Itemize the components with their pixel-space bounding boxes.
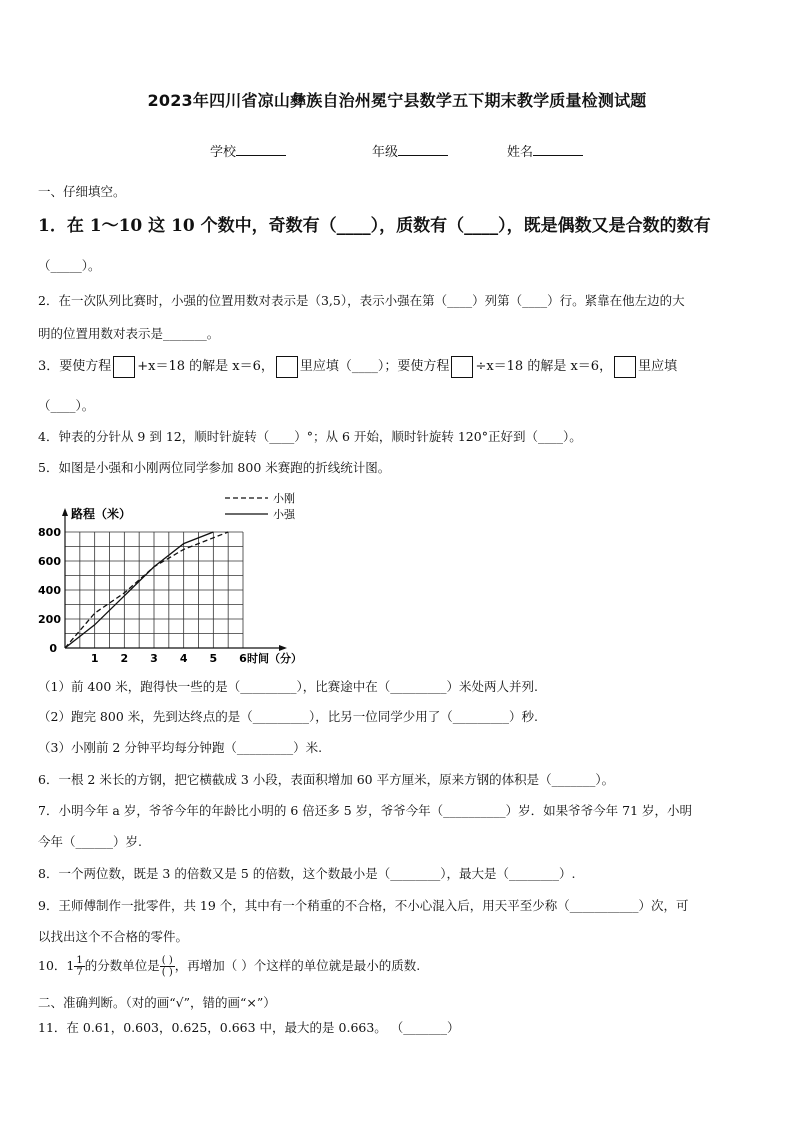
question-5-sub-1: （1）前 400 米，跑得快一些的是（_________），比赛途中在（_________）米处两人并列. xyxy=(38,679,538,694)
question-5-sub-3: （3）小刚前 2 分钟平均每分钟跑（_________）米. xyxy=(38,740,323,755)
school-field: 学校 xyxy=(210,141,286,160)
name-field: 姓名 xyxy=(507,141,583,160)
legend-label: 小强 xyxy=(273,508,295,521)
answer-fraction[interactable]: $\frac{( )}{( )}$ xyxy=(161,955,173,978)
section-1-heading: 一、仔细填空。 xyxy=(38,184,126,199)
grade-blank[interactable] xyxy=(398,143,448,156)
question-1-line-1: 1．在 1～10 这 10 个数中，奇数有（____），质数有（____），既是偶数又是合数的数有 xyxy=(38,216,711,236)
chart-labels xyxy=(38,506,302,665)
question-3-line-1: 3．要使方程 +x＝18 的解是 x＝6， 里应填（____）；要使方程 ÷x＝18 的解是 x＝6， 里应填 xyxy=(38,355,677,378)
line-chart xyxy=(30,488,350,668)
name-blank[interactable] xyxy=(533,143,583,156)
blank-box[interactable] xyxy=(276,356,298,378)
section-2-heading: 二、准确判断。（对的画“√”，错的画“×”） xyxy=(38,995,276,1010)
question-2-line-1: 2．在一次队列比赛时，小强的位置用数对表示是（3,5），表示小强在第（____）列第（____）行。紧靠在他左边的大 xyxy=(38,293,685,308)
x-tick-label: 1 xyxy=(90,652,99,665)
x-axis-label: 时间（分） xyxy=(247,652,302,665)
question-3-line-2: （____）。 xyxy=(38,398,95,413)
question-9-line-1: 9．王师傅制作一批零件，共 19 个，其中有一个稍重的不合格，不小心混入后，用天平至少称（___________）次，可 xyxy=(38,898,689,913)
question-7-line-2: 今年（______）岁. xyxy=(38,834,142,849)
question-2-line-2: 明的位置用数对表示是_______。 xyxy=(38,326,220,341)
origin-label: 0 xyxy=(49,642,57,655)
x-tick-label: 3 xyxy=(150,652,158,665)
x-tick-label: 6 xyxy=(239,652,247,665)
x-axis-arrow xyxy=(279,645,287,651)
x-tick-label: 2 xyxy=(120,652,129,665)
question-11: 11．在 0.61，0.603，0.625，0.663 中，最大的是 0.663。 （_______） xyxy=(38,1020,460,1035)
chart-legend xyxy=(225,491,296,521)
x-tick-label: 5 xyxy=(209,652,218,665)
y-tick-label: 600 xyxy=(38,555,61,568)
question-5-sub-2: （2）跑完 800 米，先到达终点的是（_________），比另一位同学少用了（_________）秒. xyxy=(38,709,538,724)
question-4: 4．钟表的分针从 9 到 12，顺时针旋转（____）°；从 6 开始，顺时针旋转 120°正好到（____）。 xyxy=(38,429,582,444)
question-7-line-1: 7．小明今年 a 岁，爷爷今年的年龄比小明的 6 倍还多 5 岁，爷爷今年（__________）岁．如果爷爷今年 71 岁，小明 xyxy=(38,803,693,818)
y-tick-label: 400 xyxy=(38,584,61,597)
mixed-number-fraction: $\frac{1}{7}$ xyxy=(76,955,83,978)
legend-label: 小刚 xyxy=(273,492,295,505)
y-axis-label: 路程（米） xyxy=(71,507,132,521)
question-5: 5．如图是小强和小刚两位同学参加 800 米赛跑的折线统计图。 xyxy=(38,460,391,475)
question-10: 10．1 $\frac{1}{7}$ 的分数单位是 $\frac{( )}{( )}$ ，再增加（ ）个这样的单位就是最小的质数. xyxy=(38,955,421,978)
grade-field: 年级 xyxy=(372,141,448,160)
y-axis-arrow xyxy=(62,508,68,516)
x-tick-label: 4 xyxy=(179,652,188,665)
y-tick-label: 800 xyxy=(38,526,61,539)
y-tick-label: 200 xyxy=(38,613,61,626)
blank-box[interactable] xyxy=(113,356,135,378)
question-9-line-2: 以找出这个不合格的零件。 xyxy=(38,929,189,944)
question-1-line-2: （_____）。 xyxy=(38,258,101,273)
blank-box[interactable] xyxy=(614,356,636,378)
question-8: 8．一个两位数，既是 3 的倍数又是 5 的倍数，这个数最小是（________），最大是（________）. xyxy=(38,866,576,881)
question-6: 6．一根 2 米长的方钢，把它横截成 3 小段，表面积增加 60 平方厘米，原来方钢的体积是（_______）。 xyxy=(38,772,615,787)
chart-grid xyxy=(65,532,243,648)
school-blank[interactable] xyxy=(236,143,286,156)
page-title: 2023年四川省凉山彝族自治州冕宁县数学五下期末教学质量检测试题 xyxy=(147,91,647,110)
blank-box[interactable] xyxy=(451,356,473,378)
chart-axes xyxy=(62,508,287,651)
